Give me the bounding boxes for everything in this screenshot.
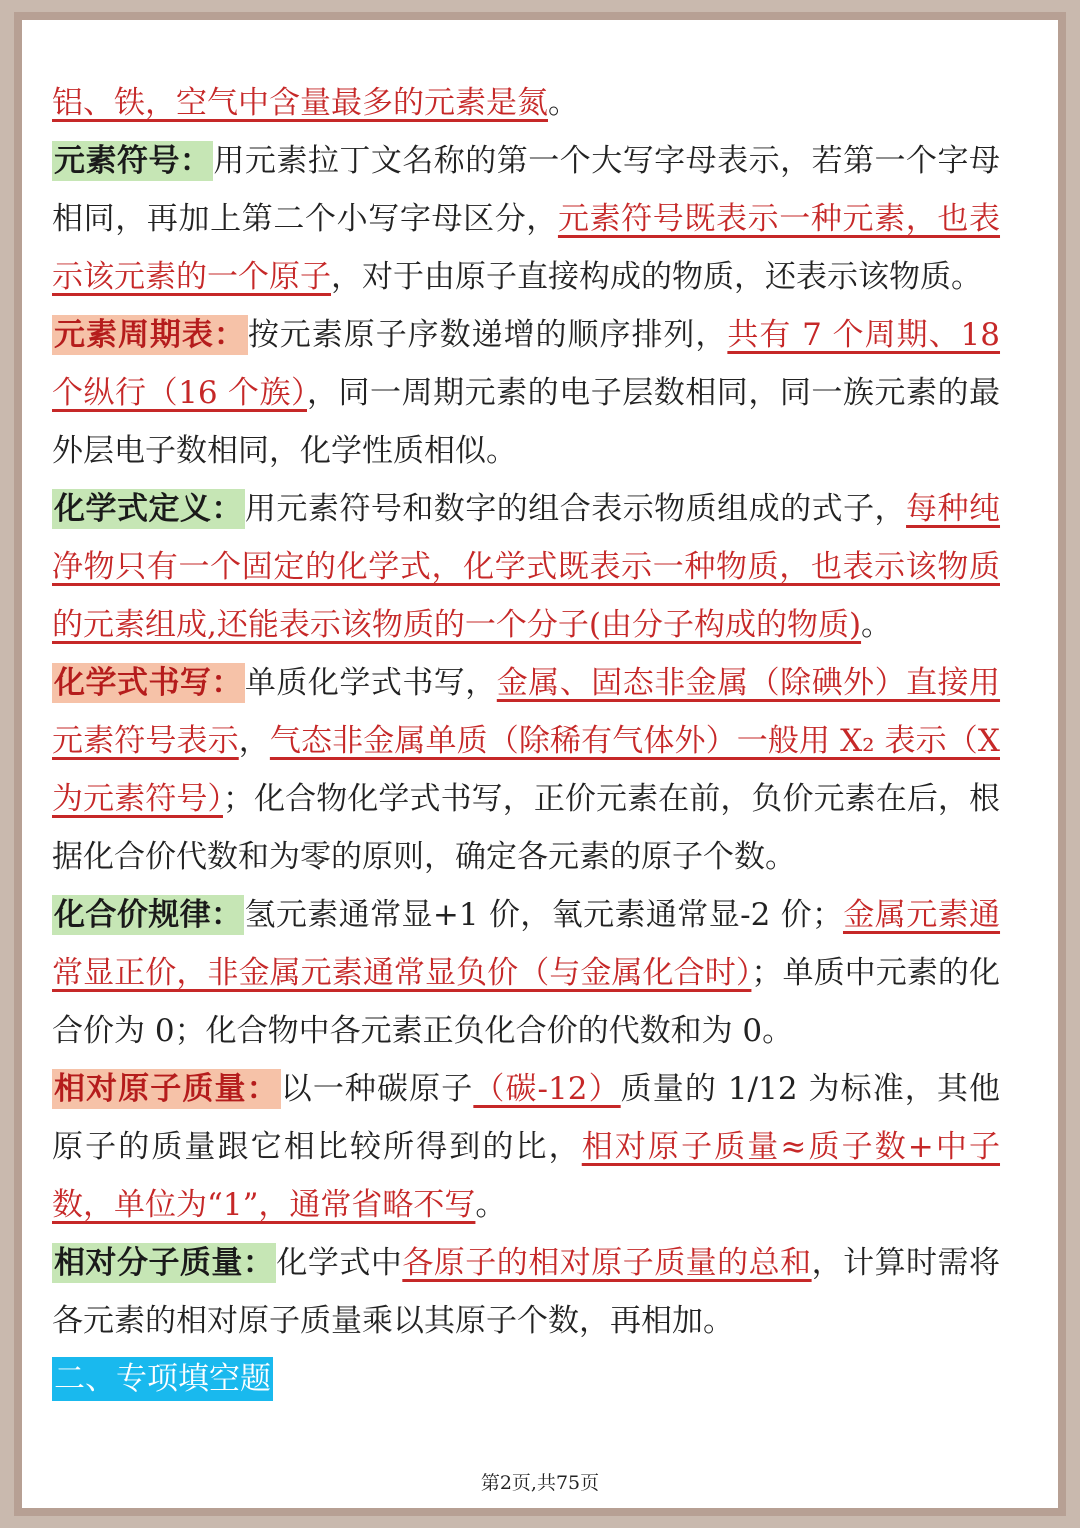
text-segment: 单质化学式书写， xyxy=(244,665,497,701)
paragraph-periodic-table xyxy=(52,306,1000,480)
paragraph-relative-atomic-mass xyxy=(52,1060,1000,1234)
text-segment: ；化合物化学式书写，正价元素在前，负价元素在后，根据化合价代数和为零的原则，确定各元素的原子个数。 xyxy=(52,781,1000,875)
page-footer: 第2页,共75页 xyxy=(480,1472,600,1494)
paragraph-formula-writing xyxy=(52,654,1000,886)
highlight-segment: 元素符号既表示一种元素，也表示该元素的一个原子 xyxy=(52,201,1001,295)
text-segment: 用元素拉丁文名称的第一个大写字母表示，若第一个字母相同，再加上第二个小写字母区分， xyxy=(52,143,1001,237)
text-segment: ，同一周期元素的电子层数相同，同一族元素的最外层电子数相同，化学性质相似。 xyxy=(52,375,1000,469)
text-segment: ，对于由原子直接构成的物质，还表示该物质。 xyxy=(331,259,982,295)
highlight-segment: 气态非金属单质（除稀有气体外）一般用 X₂ 表示（X 为元素符号） xyxy=(52,723,1000,817)
highlight-segment: 相对原子质量≈质子数+中子数，单位为“1”，通常省略不写 xyxy=(52,1129,1001,1223)
paragraph-relative-molecular-mass xyxy=(52,1234,1000,1350)
highlight-segment: 金属、固态非金属（除碘外）直接用元素符号表示 xyxy=(52,665,1001,759)
text-segment: 以一种碳原子 xyxy=(280,1071,474,1107)
text-segment: 按元素原子序数递增的顺序排列， xyxy=(247,317,728,353)
term-label: 相对原子质量： xyxy=(54,1071,279,1107)
highlight-segment: 共有 7 个周期、18 个纵行（16 个族） xyxy=(52,317,1001,411)
paragraph-element-symbol xyxy=(52,132,1000,306)
term-label: 化学式书写： xyxy=(54,665,243,701)
paragraph-formula-definition xyxy=(52,480,1000,654)
highlight-segment: 金属元素通常显正价，非金属元素通常显负价（与金属化合时） xyxy=(52,897,1001,991)
section-heading: 二、专项填空题 xyxy=(52,1357,273,1401)
text-segment: 氢元素通常显+1 价，氧元素通常显-2 价； xyxy=(244,897,843,933)
document-content xyxy=(52,74,1000,1408)
highlight-segment: 各原子的相对原子质量的总和 xyxy=(402,1245,812,1281)
term-label: 化合价规律： xyxy=(54,897,243,933)
text-segment: 。 xyxy=(861,607,893,643)
section-heading-wrap xyxy=(52,1350,1000,1408)
paragraph-valence-rules xyxy=(52,886,1000,1060)
text-segment: ， xyxy=(238,723,270,759)
text-segment: 。 xyxy=(475,1187,507,1223)
text-segment: 空气中含量最多的元素是氮 xyxy=(176,85,548,121)
term-label: 元素周期表： xyxy=(54,317,246,353)
text-segment: ；单质中元素的化合价为 0；化合物中各元素正负化合价的代数和为 0。 xyxy=(52,955,1001,1049)
text-segment: ，计算时需将各元素的相对原子质量乘以其原子个数，再相加。 xyxy=(52,1245,1001,1339)
text-segment: 化学式中 xyxy=(276,1245,403,1281)
text-segment: 铝、铁， xyxy=(52,85,176,121)
highlight-segment: 每种纯净物只有一个固定的化学式，化学式既表示一种物质，也表示该物质的元素组成,还能表示该物质的一个分子(由分子构成的物质) xyxy=(52,491,1001,643)
paragraph-intro xyxy=(52,74,1000,132)
text-segment: 用元素符号和数字的组合表示物质组成的式子， xyxy=(244,491,907,527)
highlight-segment: （碳-12） xyxy=(473,1071,621,1107)
term-label: 元素符号： xyxy=(54,143,212,179)
text-segment: 质量的 1/12 为标准，其他原子的质量跟它相比较所得到的比， xyxy=(52,1071,1001,1165)
text-segment: 。 xyxy=(548,85,579,121)
term-label: 化学式定义： xyxy=(54,491,243,527)
term-label: 相对分子质量： xyxy=(54,1245,275,1281)
